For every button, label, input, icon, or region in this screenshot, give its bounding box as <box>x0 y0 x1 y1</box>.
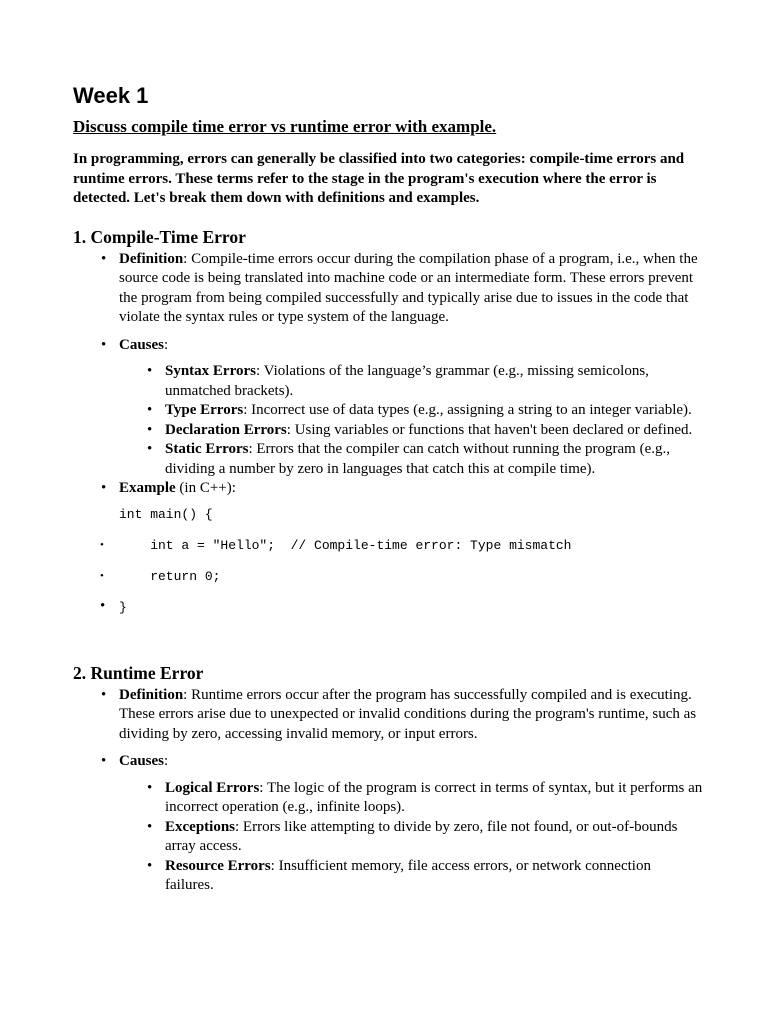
section-compile-time-title: 1. Compile-Time Error <box>73 226 246 247</box>
page-title: Week 1 <box>73 83 149 108</box>
cause-text: : Using variables or functions that haven't been declared or defined. <box>286 421 693 438</box>
document-page <box>73 82 703 896</box>
example-text: (in C++): <box>175 480 236 496</box>
code-line <box>73 567 703 586</box>
code-line: int main() { <box>119 506 213 522</box>
cause-text: : The logic of the program is correct in terms of syntax, but it performs an incorrect operation (e.g., infinite loops). <box>165 779 703 815</box>
runtime-list <box>73 686 703 896</box>
intro-paragraph: In programming, errors can generally be classified into two categories: compile-time errors and runtime errors. These terms refer to the stage in the program's execution where the error is detected. Let's break them down with definitions and examples. <box>73 151 685 206</box>
list-item <box>119 818 703 857</box>
example-label: Example <box>119 480 176 496</box>
list-item <box>119 440 703 479</box>
code-text: return 0; <box>119 568 221 584</box>
cause-label: Type Errors <box>165 402 244 418</box>
compile-time-causes-list <box>119 362 703 479</box>
cause-text: : Violations of the language’s grammar (e.g., missing semicolons, unmatched brackets). <box>165 363 649 399</box>
compile-time-list <box>73 250 703 499</box>
causes-label: Causes <box>119 336 165 353</box>
runtime-definition <box>73 686 703 745</box>
bullet-dot: • <box>100 538 104 551</box>
runtime-causes-list <box>119 779 703 896</box>
definition-text: : Compile-time errors occur during the compilation phase of a program, i.e., when the source code is being translated into machine code or an intermediate form. These errors prevent the program from being compiled successfully and typically arise due to issues in the code that violate the syntax rules or type system of the language. <box>119 250 698 325</box>
cause-label: Resource Errors <box>165 857 271 874</box>
bullet-dot: • <box>100 597 106 614</box>
bullet-dot: • <box>100 569 104 582</box>
definition-label: Definition <box>119 250 184 267</box>
cause-text: : Incorrect use of data types (e.g., assigning a string to an integer variable). <box>243 402 692 418</box>
question-heading: Discuss compile time error vs runtime error with example. <box>73 117 497 136</box>
cause-text: : Errors that the compiler can catch without running the program (e.g., dividing a number by zero in languages that catch this at compile time). <box>165 441 670 477</box>
list-item <box>119 421 703 441</box>
code-line <box>73 598 703 617</box>
list-item <box>119 779 703 818</box>
causes-label: Causes <box>119 753 165 769</box>
compile-time-example <box>73 479 703 499</box>
compile-time-definition <box>73 250 703 328</box>
runtime-causes <box>73 752 703 896</box>
cause-label: Logical Errors <box>165 779 260 796</box>
list-item <box>119 362 703 401</box>
cause-label: Static Errors <box>165 441 249 457</box>
causes-colon: : <box>164 336 169 353</box>
cause-label: Declaration Errors <box>165 421 287 438</box>
list-item <box>119 401 703 421</box>
definition-text: : Runtime errors occur after the program has successfully compiled and is executing. These errors arise due to unexpected or invalid conditions during the program's runtime, such as dividing by zero, accessing invalid memory, or input errors. <box>119 686 697 742</box>
section-runtime-title: 2. Runtime Error <box>73 662 204 683</box>
compile-time-causes <box>73 336 703 480</box>
code-line <box>73 536 703 555</box>
cause-text: : Insufficient memory, file access errors, or network connection failures. <box>165 857 651 893</box>
code-text: } <box>119 599 127 615</box>
list-item <box>119 857 703 896</box>
cause-text: : Errors like attempting to divide by zero, file not found, or out-of-bounds array access. <box>165 818 678 854</box>
cause-label: Syntax Errors <box>165 363 256 379</box>
cause-label: Exceptions <box>165 818 236 835</box>
code-text: int a = "Hello"; // Compile-time error: Type mismatch <box>119 537 572 553</box>
definition-label: Definition <box>119 686 184 703</box>
causes-colon: : <box>164 753 169 769</box>
